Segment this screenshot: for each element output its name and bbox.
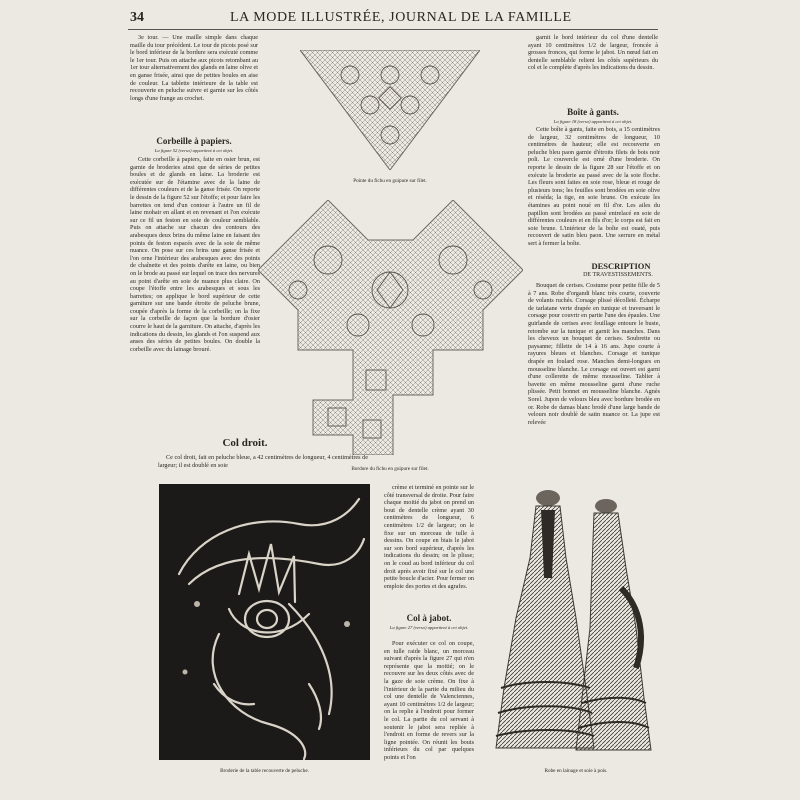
dress-caption: Robe en lainage et soie à pois. (544, 768, 608, 774)
dress-illustration (486, 488, 666, 758)
boite-heading: Boîte à gants. (567, 107, 619, 117)
lace-bottom-caption: Bordure du fichu en guipure sur filet. (351, 466, 429, 472)
travestissements-paragraph: Bouquet de cerises. Costume pour petite fille de 5 à 7 ans. Robe d'organdi blanc très courte, couverte de volants ruchés. Corsage plissé décolleté. Écharpe de tarlatane verte drapée en tunique et traversant le corsage pour couvrir en partie l'une des épaules. Une guirlande de cerises avec feuillage entoure le buste, retombe sur la tunique et garnit les manches. Dans les cheveux un bouquet de cerises. Soubrette ou paysanne; fillette de 14 à 16 ans. Jupe courte à rayures bleues et blanches. Corsage et tunique drapée en foulard rose. Manches demi-longues en mousseline blanche. Le corsage est ouvert est garni d'une collerette de même mousseline. Tablier à bavette en même mousseline garni d'une ruche plissée. Petit bonnet en mousseline blanche. Agnès Sorel. Jupon de velours bleu avec bordure brodée en or. Robe de damas blanc brodé d'une large bande de velours noir doublé de satin nuance or. La jupe est relevée (528, 282, 660, 426)
lace-top-caption: Pointe du fichu en guipure sur filet. (353, 178, 427, 184)
col-jabot-subheading: La figure 27 (verso) appartient à cet objet. (389, 625, 469, 630)
corbeille-heading: Corbeille à papiers. (156, 136, 232, 146)
travestissements-heading: DE TRAVESTISSEMENTS. (583, 272, 653, 278)
jabot-intro-paragraph: crème et terminé en pointe sur le côté transversal de droite. Pour faire chaque moitié du jabot on prend un bout de dentelle crème ayant 30 centimètres de longueur, 6 centimètres 1/2 de largeur; on le fixe sur un morceau de tulle à dessins. On coupe en biais le jabot sur son bord supérieur, d'après les indications du dessin; on le plisse; on le coud au bord inférieur du col droit après avoir fixé sur le col une petite boucle d'acier. Pour fermer on emploie des portes et des agrafes. (384, 484, 474, 590)
col-jabot-heading: Col à jabot. (406, 613, 452, 623)
description-heading: DESCRIPTION (591, 261, 651, 271)
travestissements-text (528, 282, 660, 472)
boite-text (528, 126, 660, 258)
left-intro-text (130, 34, 258, 130)
right-top-paragraph: garnit le bord intérieur du col d'une dentelle ayant 10 centimètres 1/2 de largeur, froncée à grosses fronces, qui forme le jabot. Un nœud fait en dentelle semblable relient les côtés supérieurs du col et le complète d'après les indications du dessin. (528, 34, 658, 72)
boite-paragraph: Cette boîte à gants, faite en bois, a 15 centimètres de largeur, 32 centimètres de longueur, 10 centimètres de hauteur; elle est recouverte en peluche bleu paon garnie d'étroits filets de bois noir poli. Le couvercle est orné d'une broderie. On reporte le dessin de la figure 28 sur l'étoffe et on exécute la broderie au passé avec de la soie floche. Les fleurs sont faites en soie rose, bleue et rouge de plusieurs tons; les feuilles sont brodées en soie olive et réséda; la tige, en soie brune. On exécute les étamines au point noué en fil d'or. Les ailes du papillon sont brodées au passé entrelacé en soie de différentes couleurs et en fils d'or; le corps est fait en soie brune. L'intérieur de la boîte est ouaté, puis recouvert de satin bleu paon. Une serrure en métal sert à fermer la boîte. (528, 126, 660, 247)
corbeille-text (130, 156, 260, 426)
col-jabot-paragraph: Pour exécuter ce col on coupe, en tulle raide blanc, un morceau suivant d'après la figure 27 qui n'en représente que la moitié; on le recouvre sur les deux côtés avec de la gaze de soie crème. On fixe à l'intérieur de la partie du milieu du col une dentelle de Valenciennes, ayant 10 centimètres 1/2 de largeur; on la replie à l'endroit pour former le col. La partie du col servant à soutenir le jabot sera repliée à l'endroit en forme de revers sur la ligne pointée. On réunit les bouts inférieurs du col par quelques points et l'on (384, 640, 474, 761)
lace-fichu-border-illustration (258, 200, 523, 455)
page-number: 34 (130, 10, 144, 25)
col-jabot-text (384, 640, 474, 782)
corbeille-subheading: La figure 52 (verso) appartient à cet objet. (154, 148, 234, 153)
col-droit-heading: Col droit. (222, 437, 268, 449)
lace-fichu-point-illustration (300, 50, 480, 170)
embroidery-illustration (159, 484, 370, 760)
col-droit-text (158, 454, 368, 476)
intro-paragraph: 3e tour. — Une maille simple dans chaque maille du tour précédent. Le tour de picots posé sur le bord inférieur de la bordure sera exécuté comme le 1er tour. Puis on attache aux picots retombant au 1er tour alternativement des glands en laine olive et en ganse frisée, ainsi que de petites boules en aise de couleur. La tablette intérieure de la table est recouverte en peluche suivre et garnie sur les côtés longs d'une frange au crochet. (130, 34, 258, 102)
embroidery-caption: Broderie de la table recouverte de peluche. (220, 768, 309, 774)
journal-title: LA MODE ILLUSTRÉE, JOURNAL DE LA FAMILLE (230, 10, 572, 25)
col-droit-paragraph: Ce col droit, fait en peluche bleue, a 42 centimètres de longueur, 4 centimètres de largeur; il est doublé en soie (158, 454, 368, 469)
header-rule (128, 29, 658, 30)
jabot-intro-text (384, 484, 474, 606)
corbeille-paragraph: Cette corbeille à papiers, faite en osier brun, est garnie de broderies ainsi que de séries de petites boules et de glands en laine. La broderie est exécutée sur de l'étamine avec de la laine de différentes couleurs et de la ganse frisée. On reporte le dessin de la figure 52 sur l'étoffe; et pour faire les barrettes on tend d'un contour à l'autre un fil de laine mohair en allant et en revenant et l'on exécute sur ce fil un feston en soie de couleur semblable. Puis on attache sur chacun des contours des arabesques deux brins du même laine en faisant des points de feston espacés avec de la soie de même nuance. On pose sur ces brins une ganse frisée et l'on orne l'intérieur des arabesques avec des points de chaînette et des points d'arête en laine, ou bien on le brode au passé sur lequel on trace des nervures au point d'arête en soie de nuance plus claire. On coupe l'étoffe entre les arabesques et sous les barrettes; on applique le bord supérieur de cette garniture sur une bande étroite de peluche brune, coupée d'après la forme de la corbeille; on la fixe sur la corbeille de façon que la bordure d'osier courre le haut de la garniture. On attache, d'après les indications du dessin, les glands et l'on suspend aux anses des séries de petites boules. On double la corbeille avec du lainage brouré. (130, 156, 260, 353)
boite-subheading: La figure 18 (verso) appartient à cet objet. (553, 119, 633, 124)
right-top-text (528, 34, 658, 100)
